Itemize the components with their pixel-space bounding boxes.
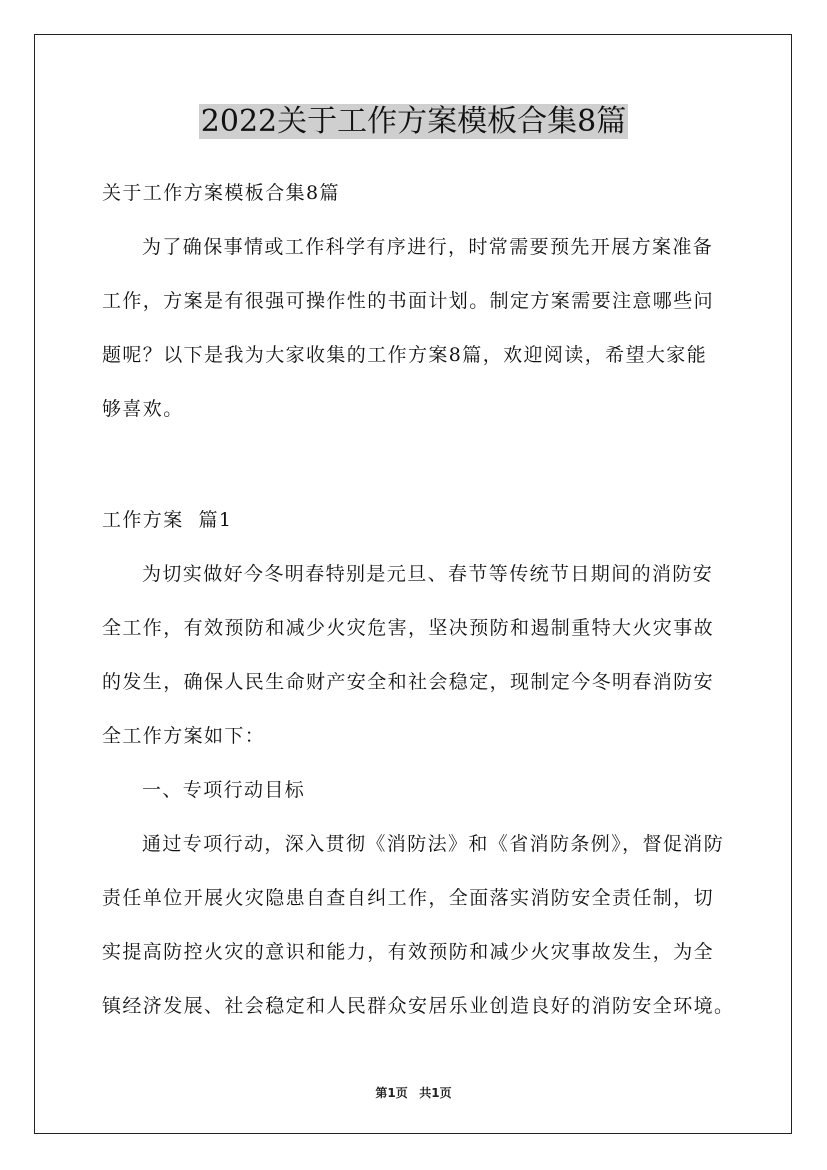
intro-line: 题呢？以下是我为大家收集的工作方案8篇，欢迎阅读，希望大家能: [102, 344, 708, 366]
paragraph-line: 实提高防控火灾的意识和能力，有效预防和减少火灾事故发生，为全: [102, 941, 715, 963]
paragraph-line: 通过专项行动，深入贯彻《消防法》和《省消防条例》，督促消防: [142, 833, 725, 855]
intro-line: 为了确保事情或工作科学有序进行，时常需要预先开展方案准备: [142, 236, 714, 258]
paragraph-line: 全工作方案如下：: [102, 725, 266, 747]
paragraph-line: 全工作，有效预防和减少火灾危害，坚决预防和遏制重特大火灾事故: [102, 617, 715, 639]
paragraph-2: [102, 817, 742, 1033]
intro-paragraph: [102, 220, 742, 436]
intro-line: 够喜欢。: [102, 398, 184, 420]
section-heading: [102, 493, 742, 547]
paragraph-line: 镇经济发展、社会稳定和人民群众安居乐业创造良好的消防安全环境。: [102, 995, 735, 1017]
page-number: 第1页: [375, 1086, 408, 1100]
document-title: [0, 100, 827, 144]
document-title-text: 2022关于工作方案模板合集8篇: [200, 104, 627, 139]
page-footer: [0, 1084, 827, 1101]
section-heading-text: 工作方案 篇1: [102, 509, 233, 531]
paragraph-line: 的发生，确保人民生命财产安全和社会稳定，现制定今冬明春消防安: [102, 671, 715, 693]
paragraph-1: [102, 547, 742, 763]
subtitle-text: 关于工作方案模板合集8篇: [102, 182, 340, 204]
paragraph-line: 责任单位开展火灾隐患自查自纠工作，全面落实消防安全责任制，切: [102, 887, 715, 909]
paragraph-line: 为切实做好今冬明春特别是元旦、春节等传统节日期间的消防安: [142, 563, 714, 585]
intro-line: 工作，方案是有很强可操作性的书面计划。制定方案需要注意哪些问: [102, 290, 715, 312]
item-heading: [102, 763, 742, 817]
page-total: 共1页: [419, 1086, 452, 1100]
document-subtitle: [102, 166, 742, 220]
item-heading-text: 一、专项行动目标: [142, 779, 306, 801]
